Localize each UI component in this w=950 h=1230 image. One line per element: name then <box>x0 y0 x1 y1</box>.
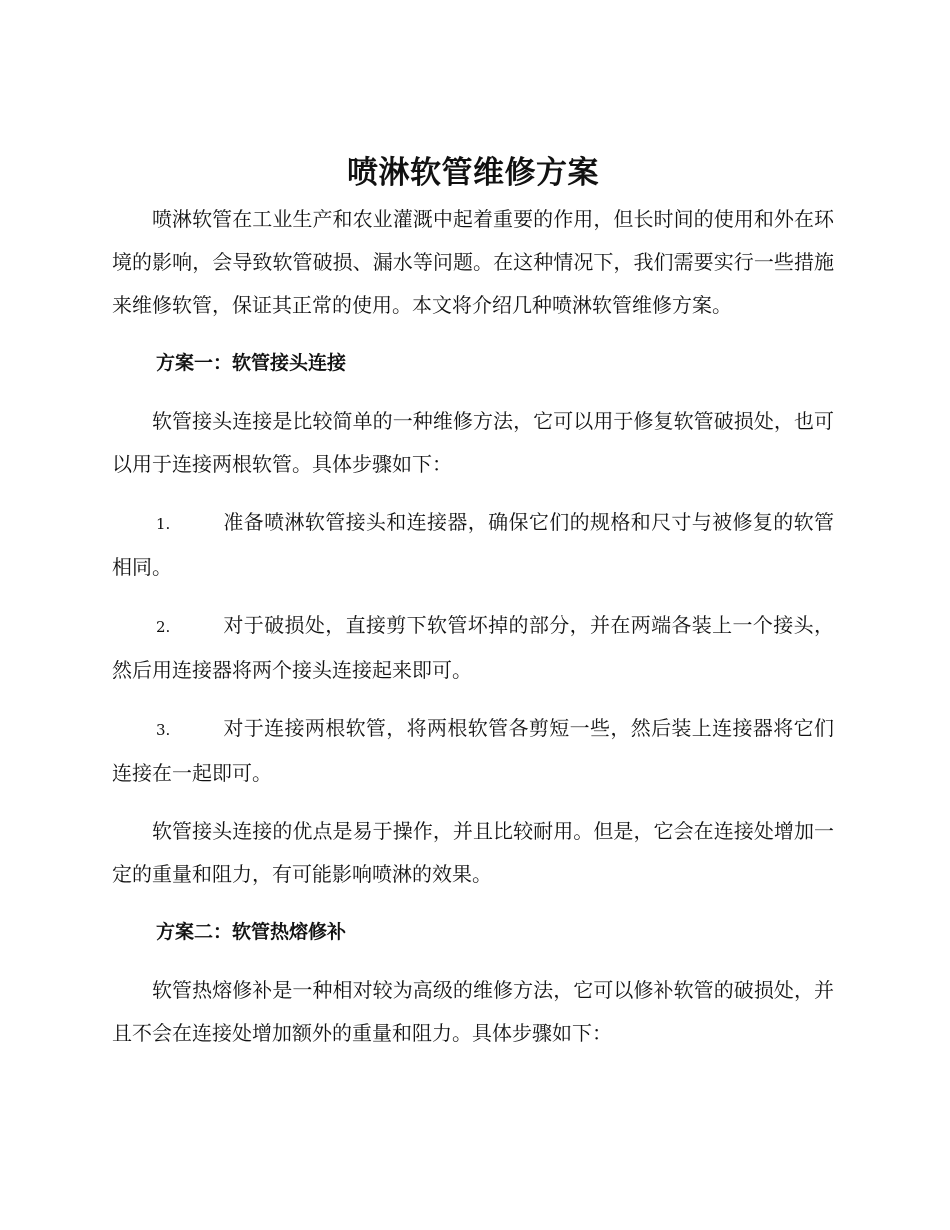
list-item-3 <box>112 707 834 795</box>
document-page <box>112 148 834 1055</box>
list-number: 2. <box>156 618 171 636</box>
section-1-lead: 软管接头连接是比较简单的一种维修方法，它可以用于修复软管破损处，也可以用于连接两根软管。具体步骤如下： <box>112 409 834 476</box>
section-2-lead: 软管热熔修补是一种相对较为高级的维修方法，它可以修补软管的破损处，并且不会在连接处增加额外的重量和阻力。具体步骤如下： <box>112 978 834 1045</box>
list-number: 1. <box>156 515 171 533</box>
section-heading-2: 方案二：软管热熔修补 <box>156 921 347 943</box>
list-item-1 <box>112 501 834 589</box>
section-heading-1: 方案一：软管接头连接 <box>156 352 347 374</box>
section-1-summary: 软管接头连接的优点是易于操作，并且比较耐用。但是，它会在连接处增加一定的重量和阻力，有可能影响喷淋的效果。 <box>112 819 834 886</box>
document-title: 喷淋软管维修方案 <box>347 155 599 191</box>
intro-paragraph: 喷淋软管在工业生产和农业灌溉中起着重要的作用，但长时间的使用和外在环境的影响，会导致软管破损、漏水等问题。在这种情况下，我们需要实行一些措施来维修软管，保证其正常的使用。本文将介绍几种喷淋软管维修方案。 <box>112 207 834 317</box>
list-number: 3. <box>156 721 171 739</box>
list-item-text: 对于连接两根软管，将两根软管各剪短一些，然后装上连接器将它们连接在一起即可。 <box>112 716 834 785</box>
list-item-text: 准备喷淋软管接头和连接器，确保它们的规格和尺寸与被修复的软管相同。 <box>112 510 834 579</box>
list-item-text: 对于破损处，直接剪下软管坏掉的部分，并在两端各装上一个接头，然后用连接器将两个接头连接起来即可。 <box>112 613 834 682</box>
list-item-2 <box>112 604 834 692</box>
